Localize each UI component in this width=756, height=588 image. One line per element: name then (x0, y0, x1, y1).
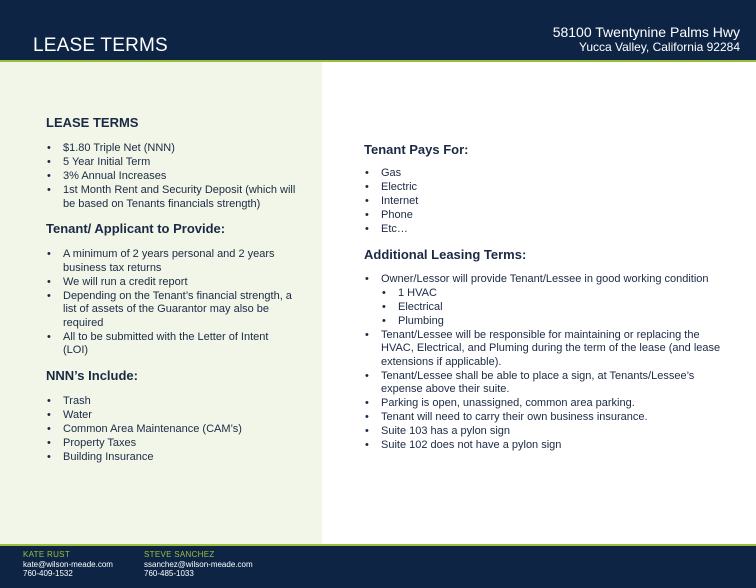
list-item: • Suite 102 does not have a pylon sign (364, 439, 734, 453)
additional-terms-heading: Additional Leasing Terms: (364, 246, 527, 262)
contact-name: STEVE SANCHEZ (144, 550, 215, 559)
tenant-applicant-list (46, 248, 296, 358)
contact-card (144, 550, 253, 579)
list-item-text: Owner/Lessor will provide Tenant/Lessee in good working condition (381, 272, 709, 285)
lease-terms-list (46, 142, 296, 211)
list-item: • Internet (364, 195, 734, 209)
footer-bar (0, 544, 756, 588)
list-item: • 5 Year Initial Term (46, 156, 296, 170)
contact-phone[interactable]: 760-485-1033 (144, 569, 194, 578)
address-street: 58100 Twentynine Palms Hwy (552, 24, 740, 40)
list-item: • Etc… (364, 223, 734, 237)
lease-terms-heading: LEASE TERMS (46, 115, 139, 130)
footer-divider (0, 544, 756, 546)
list-item: • A minimum of 2 years personal and 2 years business tax returns (46, 248, 296, 275)
contact-phone[interactable]: 760-409-1532 (23, 569, 73, 578)
contact-card (23, 550, 113, 579)
list-item: • We will run a credit report (46, 276, 296, 290)
address-city: Yucca Valley, California 92284 (579, 40, 740, 54)
list-item: • All to be submitted with the Letter of Intent (LOI) (46, 331, 296, 358)
list-item: • Building Insurance (46, 451, 296, 465)
tenant-applicant-heading: Tenant/ Applicant to Provide: (46, 221, 226, 236)
contact-name: KATE RUST (23, 550, 71, 559)
list-item: • 3% Annual Increases (46, 170, 296, 184)
list-item: • Phone (364, 209, 734, 223)
list-item: • Depending on the Tenant’s financial strength, a list of assets of the Guarantor may also be required (46, 290, 296, 331)
contact-email[interactable]: kate@wilson-meade.com (23, 559, 113, 569)
right-column (364, 142, 734, 453)
list-item: • Gas (364, 167, 734, 181)
left-column (46, 115, 296, 465)
list-item: • $1.80 Triple Net (NNN) (46, 142, 296, 156)
sub-list-item: • 1 HVAC (381, 287, 734, 301)
list-item: • Parking is open, unassigned, common area parking. (364, 397, 734, 411)
sub-list-item: • Electrical (381, 301, 734, 315)
list-item: • Property Taxes (46, 437, 296, 451)
list-item: • Tenant/Lessee shall be able to place a sign, at Tenants/Lessee’s expense above their suite. (364, 370, 734, 397)
tenant-pays-list (364, 167, 734, 237)
list-item: • 1st Month Rent and Security Deposit (which will be based on Tenants financials strength) (46, 184, 296, 211)
list-item: • Suite 103 has a pylon sign (364, 425, 734, 439)
list-item: • Water (46, 409, 296, 423)
nnn-include-list (46, 395, 296, 465)
list-item (364, 273, 734, 329)
list-item: • Common Area Maintenance (CAM’s) (46, 423, 296, 437)
property-address (553, 24, 740, 55)
tenant-pays-heading: Tenant Pays For: (364, 142, 469, 157)
contact-email[interactable]: ssanchez@wilson-meade.com (144, 559, 253, 569)
additional-terms-list (364, 273, 734, 453)
list-item: • Tenant will need to carry their own business insurance. (364, 411, 734, 425)
list-item: • Trash (46, 395, 296, 409)
list-item: • Tenant/Lessee will be responsible for maintaining or replacing the HVAC, Electrical, and Pluming during the term of the lease (and lease extensions if applicable). (364, 329, 734, 370)
sub-list-item: • Plumbing (381, 315, 734, 329)
list-item: • Electric (364, 181, 734, 195)
sub-list (381, 287, 734, 329)
page-title: LEASE TERMS (33, 35, 168, 56)
nnn-include-heading: NNN’s Include: (46, 367, 138, 383)
